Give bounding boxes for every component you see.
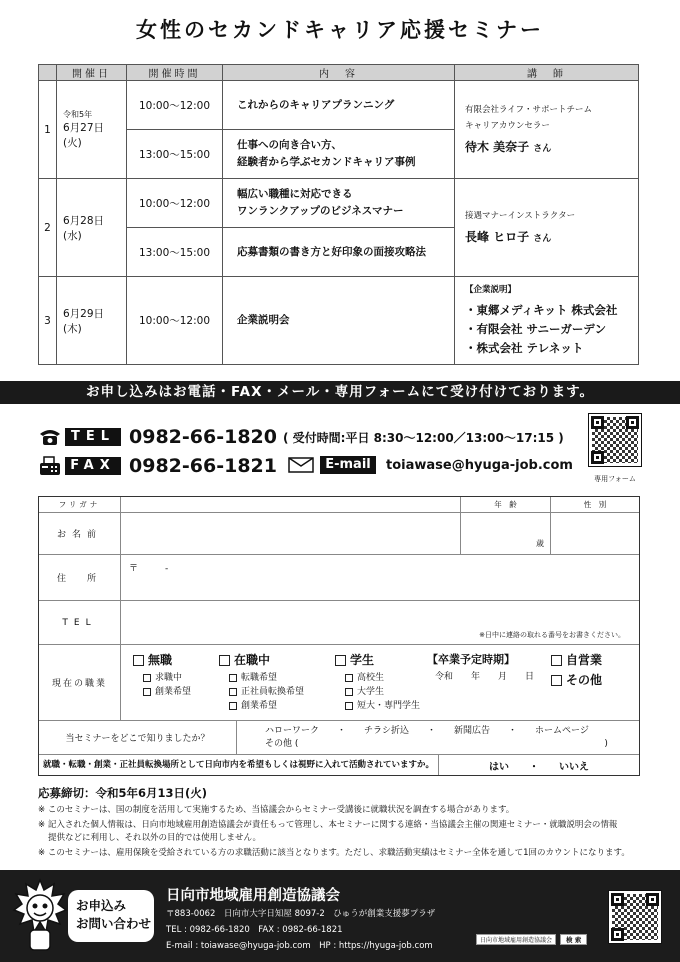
- topic-line: 経験者から学ぶセカンドキャリア事例: [237, 156, 416, 168]
- status-group-unemployed: [133, 651, 219, 720]
- status-option[interactable]: [133, 671, 219, 685]
- reception-hours: ( 受付時間:平日 8:30～12:00／13:00～17:15 ): [282, 430, 564, 445]
- telephone-icon: [38, 428, 62, 446]
- instructor-suffix: さん: [533, 234, 552, 244]
- furigana-row: [39, 497, 639, 513]
- application-form: [38, 496, 640, 776]
- age-field[interactable]: [461, 513, 551, 554]
- company-item: ・株式会社 テレネット: [465, 341, 584, 355]
- name-row: [39, 513, 639, 555]
- ask-line-2: お問い合わせ: [76, 916, 152, 931]
- instructor-name-line: [465, 140, 632, 157]
- status-group-employed: [219, 651, 335, 720]
- application-banner: お申し込みはお電話・FAX・メール・専用フォームにて受け付けております。: [0, 381, 680, 404]
- other-text: その他: [566, 673, 603, 687]
- session-time: 10:00～12:00: [127, 81, 223, 130]
- page-title: 女性のセカンドキャリア応援セミナー: [136, 18, 544, 42]
- address-row: [39, 555, 639, 601]
- other-option[interactable]: [551, 671, 621, 688]
- session-number: 2: [39, 179, 57, 277]
- session-number: 1: [39, 81, 57, 179]
- fax-row: [38, 455, 277, 477]
- fax-icon: [38, 456, 62, 476]
- checkbox[interactable]: [143, 674, 151, 682]
- instructor-cell: [455, 179, 639, 277]
- email-label: E-mail: [320, 456, 376, 474]
- status-option[interactable]: [335, 671, 427, 685]
- qr-caption: 専用フォーム: [594, 475, 636, 483]
- activity-area-row: [39, 755, 639, 775]
- session-time: 10:00～12:00: [127, 179, 223, 228]
- tel-row: [38, 426, 564, 448]
- status-group-label[interactable]: [335, 651, 427, 668]
- self-employed-option[interactable]: [551, 651, 621, 668]
- furigana-label: フリガナ: [39, 497, 121, 512]
- topic-line: ワンランクアップのビジネスマナー: [237, 205, 404, 217]
- status-group-label[interactable]: [133, 651, 219, 668]
- instructor-org: 有限会社ライフ・サポートチーム: [465, 105, 592, 115]
- source-option-list[interactable]: ハローワーク ・ チラシ折込 ・ 新聞広告 ・ ホームページ: [265, 726, 589, 736]
- tel-label: TEL: [65, 428, 121, 446]
- status-option-text: 創業希望: [155, 687, 192, 697]
- status-option-text: 創業希望: [241, 701, 278, 711]
- session-topic: 企業説明会: [223, 277, 455, 365]
- company-item: ・東郷メディキット 株式会社: [465, 303, 618, 317]
- company-item: ・有限会社 サニーガーデン: [465, 322, 607, 336]
- status-option-text: 短大・専門学生: [357, 701, 421, 711]
- ask-line-1: お申込み: [76, 898, 127, 913]
- search-bar: [476, 934, 587, 945]
- checkbox[interactable]: [219, 655, 230, 666]
- status-option-text: 高校生: [357, 673, 385, 683]
- status-group-student: [335, 651, 427, 720]
- organization-telfax: TEL : 0982-66-1820 FAX : 0982-66-1821: [166, 925, 343, 935]
- source-options: [237, 721, 639, 754]
- note-item: ※ このセミナーは、国の制度を活用して実施するため、当協議会からセミナー受講後に就職状況を調査する場合があります。: [38, 805, 515, 815]
- address-field[interactable]: [121, 555, 639, 600]
- checkbox[interactable]: [551, 675, 562, 686]
- checkbox[interactable]: [229, 674, 237, 682]
- checkbox[interactable]: [229, 688, 237, 696]
- self-employed-text: 自営業: [566, 653, 603, 667]
- application-deadline: 応募締切：令和5年6月13日(火): [38, 786, 208, 800]
- envelope-icon: [288, 457, 314, 473]
- graduation-fields[interactable]: 令和 年 月 日: [435, 672, 535, 682]
- instructor-title: キャリアカウンセラー: [465, 121, 550, 131]
- tel-number[interactable]: 0982-66-1820: [129, 426, 277, 448]
- session-number: 3: [39, 277, 57, 365]
- instructor-name-line: [465, 230, 632, 247]
- table-row: [39, 81, 639, 130]
- session-time: 13:00～15:00: [127, 130, 223, 179]
- header-content: 内 容: [223, 65, 455, 81]
- source-question: 当セミナーをどこで知りましたか？: [39, 721, 237, 754]
- graduation-label: 【卒業予定時期】: [427, 653, 515, 666]
- tel-field-label: TEL: [39, 601, 121, 644]
- companies-cell: [455, 277, 639, 365]
- notes: [38, 804, 644, 862]
- inquiry-badge: [68, 890, 154, 942]
- instructor-org: 接遇マナーインストラクター: [465, 211, 576, 221]
- checkbox[interactable]: [143, 688, 151, 696]
- age-unit: 歳: [536, 539, 544, 548]
- occupation-label: 現在の職業: [39, 645, 121, 720]
- occupation-row: [39, 645, 639, 721]
- status-option[interactable]: [335, 685, 427, 699]
- gender-label: 性 別: [583, 500, 607, 509]
- source-row: [39, 721, 639, 755]
- address-label: 住 所: [39, 555, 121, 600]
- session-topic: 応募書類の書き方と好印象の面接攻略法: [223, 228, 455, 277]
- status-group-text: 在職中: [234, 653, 271, 667]
- organization-contact: [166, 906, 435, 954]
- status-option[interactable]: [219, 699, 335, 713]
- source-other[interactable]: その他 ( ): [265, 739, 608, 749]
- tel-field[interactable]: [121, 601, 639, 644]
- age-label: 年 齢: [461, 497, 551, 512]
- graduation-group: [427, 651, 551, 720]
- checkbox[interactable]: [345, 674, 353, 682]
- checkbox[interactable]: [551, 655, 562, 666]
- date-day: 6月29日(木): [63, 307, 105, 335]
- checkbox[interactable]: [345, 688, 353, 696]
- search-button[interactable]: 検 索: [560, 934, 587, 945]
- gender-field[interactable]: [551, 513, 639, 554]
- companies-header: 【企業説明】: [465, 285, 517, 295]
- status-option[interactable]: [219, 671, 335, 685]
- yes-no-choice[interactable]: はい ・ いいえ: [489, 761, 589, 773]
- status-option-text: 正社員転換希望: [241, 687, 305, 697]
- header-time: 開催時間: [127, 65, 223, 81]
- checkbox[interactable]: [229, 702, 237, 710]
- furigana-field[interactable]: [121, 497, 461, 512]
- homepage-qr-code[interactable]: [608, 890, 662, 944]
- status-group-other: [551, 651, 621, 720]
- status-option-text: 大学生: [357, 687, 385, 697]
- fax-number[interactable]: 0982-66-1821: [129, 455, 277, 477]
- organization-address: 〒883-0062 日向市大字日知屋 8097-2 ひゅうが創業支援夢プラザ: [166, 909, 436, 919]
- topic-line: 仕事への向き合い方、: [237, 139, 342, 151]
- mascot-icon: [12, 876, 68, 956]
- footer: [0, 870, 680, 962]
- email-row: [288, 456, 573, 474]
- tel-field-row: [39, 601, 639, 645]
- session-date: [57, 179, 127, 277]
- schedule-table: [38, 64, 639, 365]
- form-qr-code[interactable]: [588, 413, 642, 467]
- note-item: 提供などに利用し、それ以外の目的では使用しません。: [48, 833, 262, 843]
- checkbox[interactable]: [345, 702, 353, 710]
- date-day: 6月27日(火): [63, 122, 105, 149]
- header-instructor: 講 師: [455, 65, 639, 81]
- status-option[interactable]: [219, 685, 335, 699]
- table-row: [39, 277, 639, 365]
- session-time: 13:00～15:00: [127, 228, 223, 277]
- status-group-text: 学生: [350, 653, 375, 667]
- name-field[interactable]: [121, 513, 461, 554]
- table-row: [39, 179, 639, 228]
- note-item: ※ このセミナーは、雇用保険を受給されている方の求職活動に該当となります。ただし、求職活動実績はセミナー全体を通して1回のカウントになります。: [38, 848, 630, 858]
- occupation-options: [121, 645, 639, 720]
- status-option-text: 求職中: [155, 673, 183, 683]
- session-date: [57, 277, 127, 365]
- fax-label: FAX: [65, 457, 121, 475]
- session-date: [57, 81, 127, 179]
- name-label: お名前: [39, 513, 121, 554]
- organization-mail-hp[interactable]: E-mail : toiawase@hyuga-job.com HP : https://hyuga-job.com: [166, 941, 433, 951]
- status-group-label[interactable]: [219, 651, 335, 668]
- checkbox[interactable]: [335, 655, 346, 666]
- email-address[interactable]: toiawase@hyuga-job.com: [386, 457, 573, 473]
- tel-note: ※日中に連絡の取れる番号をお書きください。: [479, 631, 625, 639]
- date-year: 令和5年: [63, 110, 93, 119]
- instructor-name: 長峰 ヒロ子: [465, 230, 530, 244]
- instructor-cell: [455, 81, 639, 179]
- session-time: 10:00～12:00: [127, 277, 223, 365]
- topic-line: 幅広い職種に対応できる: [237, 188, 353, 200]
- header-date: 開催日: [57, 65, 127, 81]
- instructor-suffix: さん: [533, 144, 552, 154]
- status-option[interactable]: [133, 685, 219, 699]
- status-group-text: 無職: [148, 653, 173, 667]
- session-topic: [223, 179, 455, 228]
- session-topic: [223, 130, 455, 179]
- session-topic: これからのキャリアプランニング: [223, 81, 455, 130]
- organization-name: 日向市地域雇用創造協議会: [166, 888, 340, 904]
- postal-mark: 〒 -: [129, 564, 169, 574]
- checkbox[interactable]: [133, 655, 144, 666]
- note-item: ※ 記入された個人情報は、日向市地域雇用創造協議会が責任もって管理し、本セミナーに関する連絡・当協議会主催の関連セミナー・就職説明会の情報: [38, 820, 618, 830]
- date-day: 6月28日(水): [63, 214, 105, 242]
- header-blank: [39, 65, 57, 81]
- status-option[interactable]: [335, 699, 427, 713]
- table-header-row: [39, 65, 639, 81]
- status-option-text: 転職希望: [241, 673, 278, 683]
- instructor-name: 待木 美奈子: [465, 140, 530, 154]
- search-input[interactable]: 日向市地域雇用創造協議会: [476, 934, 556, 945]
- activity-area-question: 就職・転職・創業・正社員転換場所として日向市内を希望もしくは視野に入れて活動されていますか。: [39, 755, 439, 775]
